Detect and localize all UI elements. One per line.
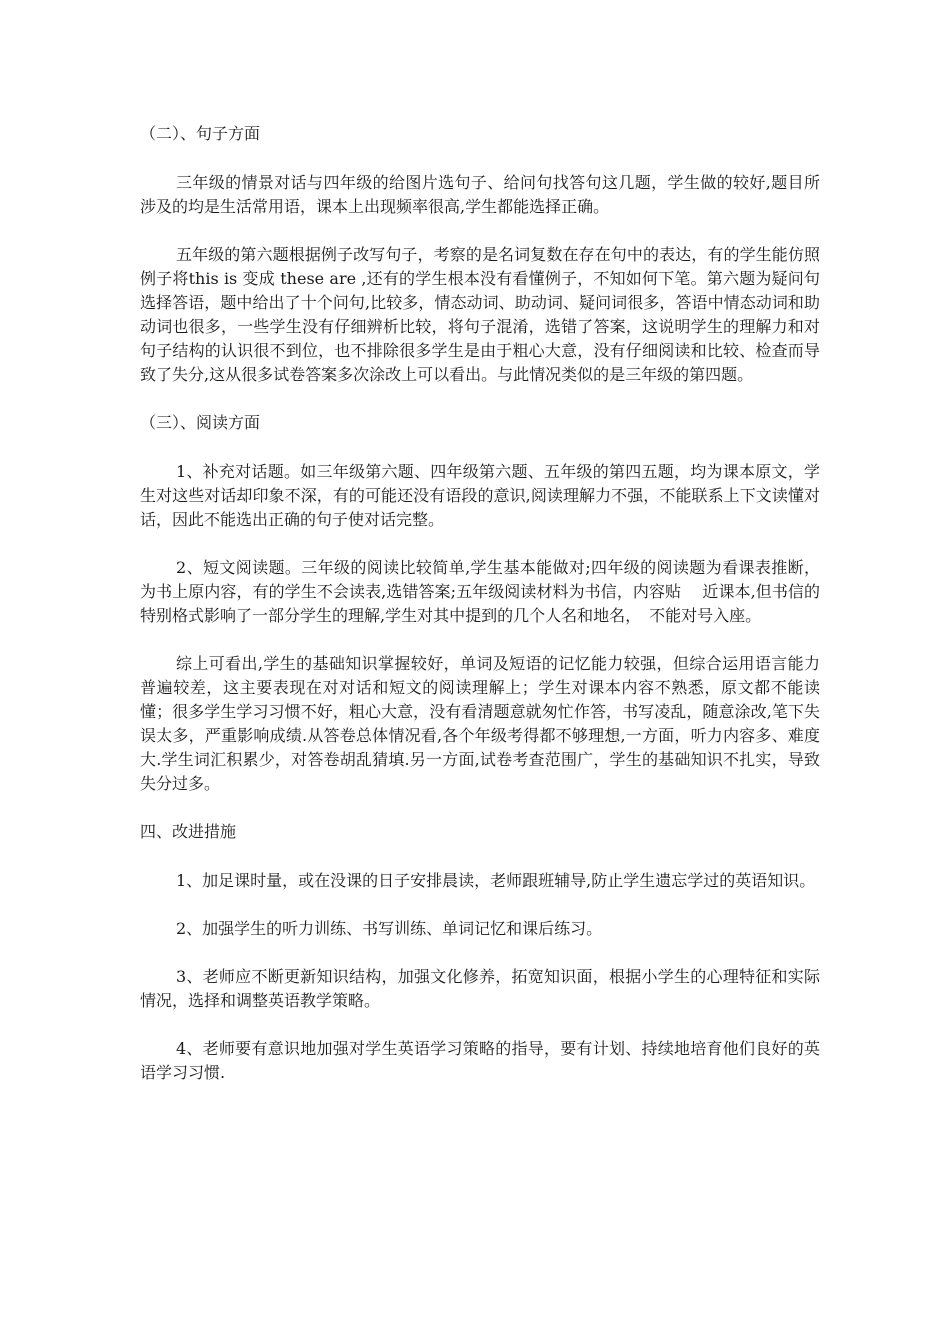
paragraph-measures-4: 4、老师要有意识地加强对学生英语学习策略的指导，要有计划、持续地培育他们良好的英语学习习惯. [140, 1039, 820, 1082]
paragraph-reading-3: 综上可看出,学生的基础知识掌握较好，单词及短语的记忆能力较强，但综合运用语言能力普遍较差，这主要表现在对对话和短文的阅读理解上；学生对课本内容不熟悉，原文都不能读懂；很多学生学习习惯不好，粗心大意，没有看清题意就匆忙作答，书写凌乱，随意涂改,笔下失误太多，严重影响成绩.从答卷总体情况看,各个年级考得都不够理想,一方面，听力内容多、难度大.学生词汇积累少，对答卷胡乱猜填.另一方面,试卷考查范围广，学生的基础知识不扎实，导致失分过多。 [140, 654, 820, 793]
document-page [140, 122, 820, 1085]
section-heading-sentences: （二）、句子方面 [140, 124, 261, 143]
paragraph-sentences-1: 三年级的情景对话与四年级的给图片选句子、给问句找答句这几题，学生做的较好,题目所涉及的均是生活常用语，课本上出现频率很高,学生都能选择正确。 [140, 173, 820, 216]
paragraph-reading-1: 1、补充对话题。如三年级第六题、四年级第六题、五年级的第四五题，均为课本原文，学生对这些对话却印象不深，有的可能还没有语段的意识,阅读理解力不强，不能联系上下文读懂对话，因此不能选出正确的句子使对话完整。 [140, 462, 820, 529]
section-heading-reading: （三）、阅读方面 [140, 413, 261, 432]
paragraph-measures-2: 2、加强学生的听力训练、书写训练、单词记忆和课后练习。 [176, 919, 603, 938]
paragraph-sentences-2: 五年级的第六题根据例子改写句子，考察的是名词复数在存在句中的表达，有的学生能仿照例子将this is 变成 these are ,还有的学生根本没有看懂例子，不知如何下笔。第六题为疑问句选择答语，题中给出了十个问句,比较多，情态动词、助动词、疑问词很多，答语中情态动词和助动词也很多，一些学生没有仔细辨析比较，将句子混淆，选错了答案，这说明学生的理解力和对句子结构的认识很不到位，也不排除很多学生是由于粗心大意，没有仔细阅读和比较、检查而导致了失分,这从很多试卷答案多次涂改上可以看出。与此情况类似的是三年级的第四题。 [140, 245, 820, 384]
paragraph-measures-1: 1、加足课时量，或在没课的日子安排晨读，老师跟班辅导,防止学生遗忘学过的英语知识。 [176, 871, 816, 890]
paragraph-reading-2: 2、短文阅读题。三年级的阅读比较简单,学生基本能做对;四年级的阅读题为看课表推断，为书上原内容，有的学生不会读表,选错答案;五年级阅读材料为书信，内容贴 近课本,但书信的特别格式影响了一部分学生的理解,学生对其中提到的几个人名和地名， 不能对号入座。 [140, 558, 820, 625]
paragraph-measures-3: 3、老师应不断更新知识结构，加强文化修养，拓宽知识面，根据小学生的心理特征和实际情况，选择和调整英语教学策略。 [140, 967, 820, 1010]
section-heading-measures: 四、改进措施 [140, 822, 237, 841]
